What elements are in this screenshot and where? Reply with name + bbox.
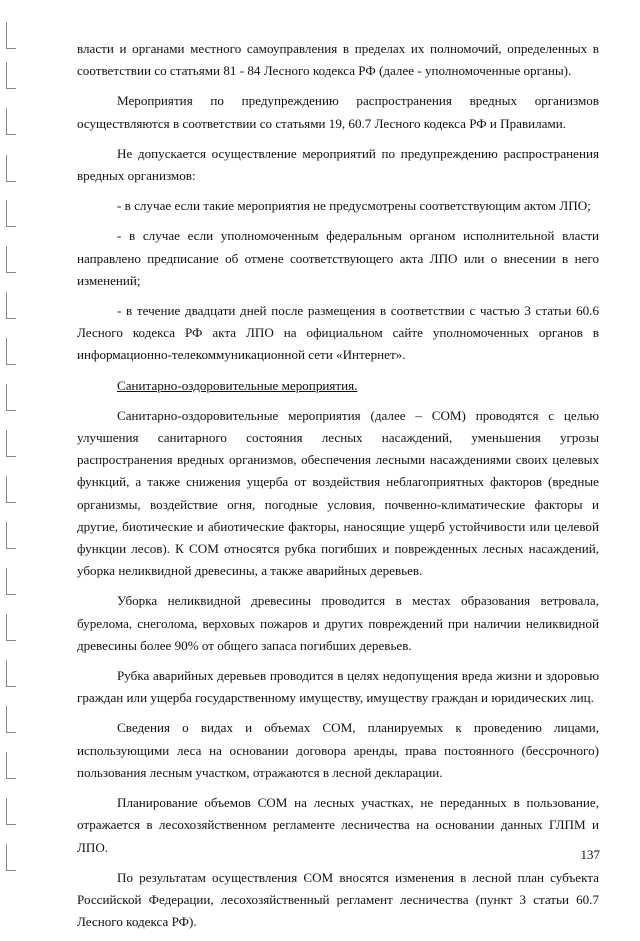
binding-mark: [6, 706, 16, 733]
binding-mark: [6, 62, 16, 89]
paragraph: По результатам осуществления СОМ вносятся изменения в лесной план субъекта Российской Федерации, лесохозяйственный регламент лесничества (пункт 3 статьи 60.7 Лесного кодекса РФ).: [77, 869, 599, 930]
binding-mark: [6, 108, 16, 135]
section-heading-text: Санитарно-оздоровительные мероприятия.: [117, 377, 358, 393]
page-number: 137: [580, 847, 600, 862]
binding-mark: [6, 844, 16, 871]
paragraph: Уборка неликвидной древесины проводится в местах образования ветровала, бурелома, снеголома, верховых пожаров и других повреждений при наличии неликвидной древесины более 90% от общего запаса погибших деревьев.: [77, 593, 599, 653]
paragraph: Мероприятия по предупреждению распространения вредных организмов осуществляются в соответствии со статьями 19, 60.7 Лесного кодекса РФ и Правилами.: [77, 93, 599, 131]
binding-mark: [6, 798, 16, 825]
binding-mark: [6, 246, 16, 273]
binding-mark: [6, 568, 16, 595]
binding-mark: [6, 338, 16, 365]
binding-mark: [6, 384, 16, 411]
document-body: [77, 38, 599, 941]
paragraph: Рубка аварийных деревьев проводится в целях недопущения вреда жизни и здоровью граждан или ущерба государственному имуществу, имуществу граждан и юридических лиц.: [77, 668, 599, 706]
section-heading: [77, 375, 599, 397]
binding-mark: [6, 22, 16, 49]
list-item: - в случае если уполномоченным федеральным органом исполнительной власти направлено предписание об отмене соответствующего акта ЛПО или о внесении в него изменений;: [77, 228, 599, 288]
paragraph: власти и органами местного самоуправления в пределах их полномочий, определенных в соответствии со статьями 81 - 84 Лесного кодекса РФ (далее - уполномоченные органы).: [77, 41, 599, 79]
paragraph: Сведения о видах и объемах СОМ, планируемых к проведению лицами, использующими леса на основании договора аренды, права постоянного (бессрочного) пользования лесным участком, отражаются в лесной декларации.: [77, 720, 599, 780]
binding-mark: [6, 614, 16, 641]
paragraph: Не допускается осуществление мероприятий по предупреждению распространения вредных организмов:: [77, 145, 599, 184]
binding-edge-marks: [0, 0, 30, 905]
binding-mark: [6, 155, 16, 182]
list-item: - в течение двадцати дней после размещения в соответствии с частью 3 статьи 60.6 Лесного кодекса РФ акта ЛПО на официальном сайте уполномоченных органов в информационно-телекоммуникационной сети «Интернет».: [77, 303, 599, 363]
paragraph: Санитарно-оздоровительные мероприятия (далее – СОМ) проводятся с целью улучшения санитарного состояния лесных насаждений, уменьшения угрозы распространения вредных организмов, обеспечения лесными насаждениями своих целевых функций, а также снижения ущерба от воздействия неблагоприятных факторов (вредные организмы, воздействие огня, погодные условия, почвенно-климатические факторы и другие, биотические и абиотические факторы, наносящие ущерб устойчивости или целевой функции лесов). К СОМ относятся рубка погибших и поврежденных лесных насаждений, уборка неликвидной древесины, а также аварийных деревьев.: [77, 407, 599, 579]
list-item: - в случае если такие мероприятия не предусмотрены соответствующим актом ЛПО;: [117, 198, 591, 214]
binding-mark: [6, 292, 16, 319]
binding-mark: [6, 752, 16, 779]
binding-mark: [6, 430, 16, 457]
binding-mark: [6, 476, 16, 503]
binding-mark: [6, 660, 16, 687]
paragraph: Планирование объемов СОМ на лесных участках, не переданных в пользование, отражается в лесохозяйственном регламенте лесничества на основании данных ГЛПМ и ЛПО.: [77, 795, 599, 855]
binding-mark: [6, 522, 16, 549]
binding-mark: [6, 200, 16, 227]
